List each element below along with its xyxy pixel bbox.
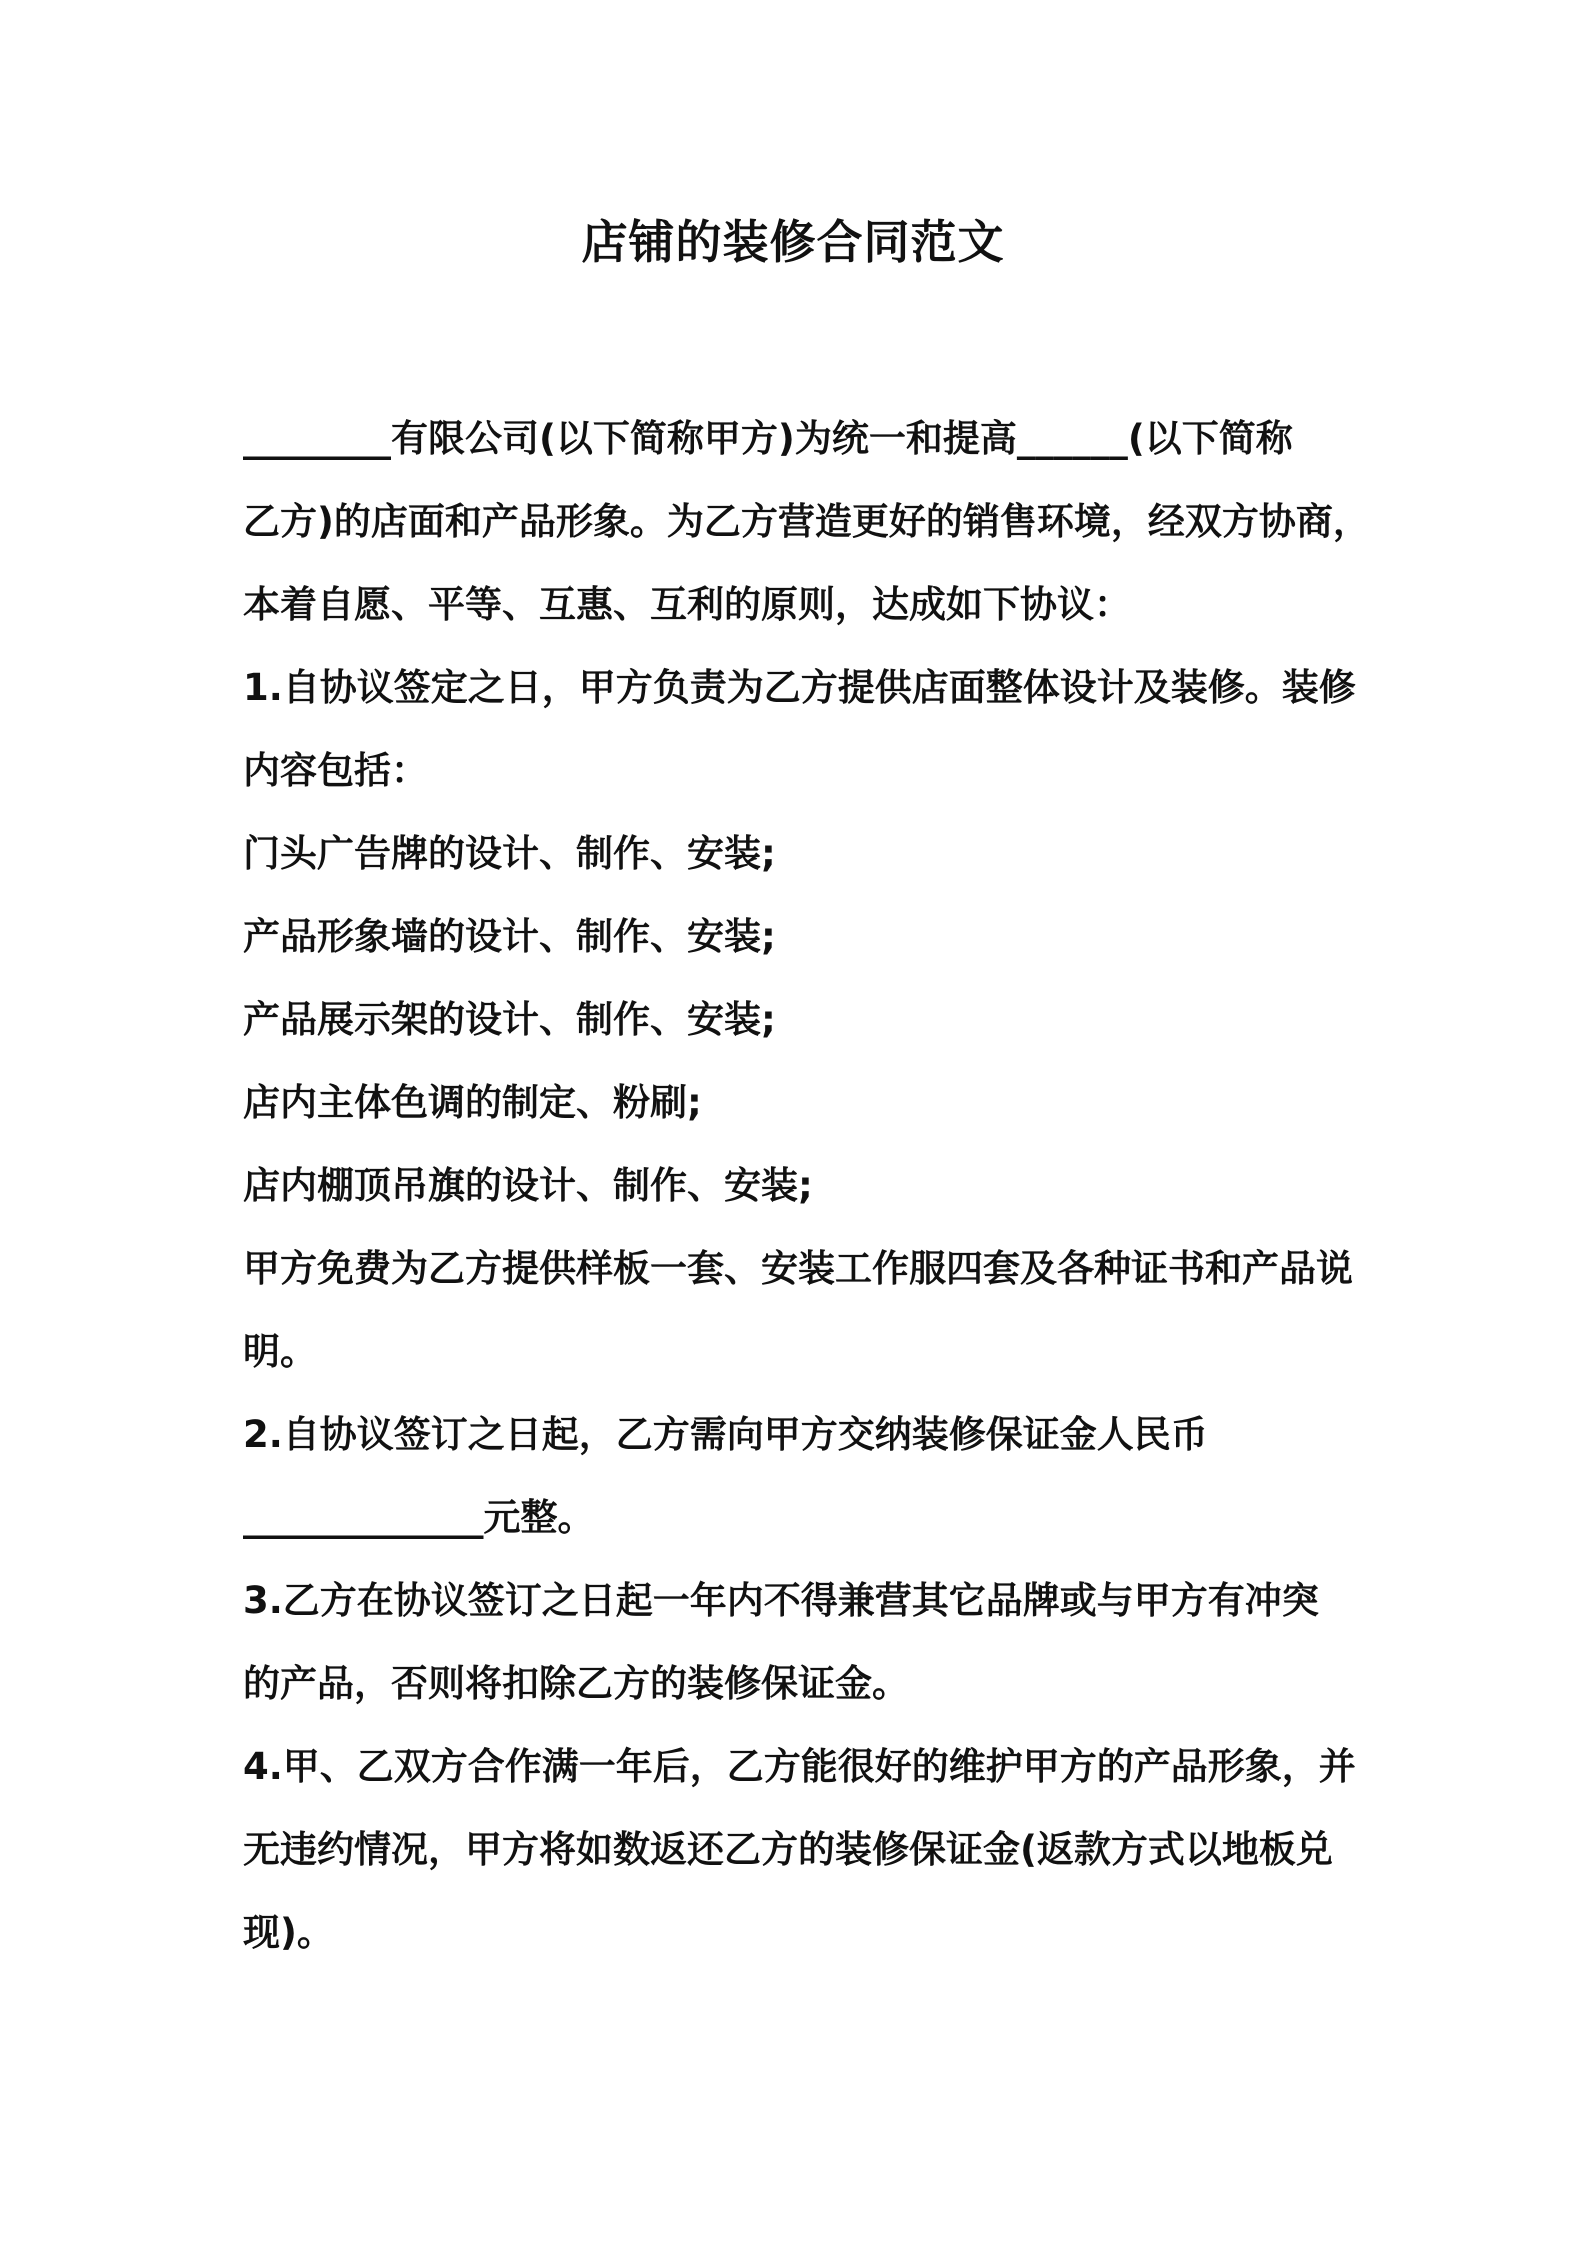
body-line: 店内主体色调的制定、粉刷;	[243, 1081, 702, 1124]
document-title: 店铺的装修合同范文	[581, 215, 1005, 269]
body-line: 无违约情况，甲方将如数返还乙方的装修保证金(返款方式以地板兑	[243, 1828, 1333, 1871]
document-body	[243, 406, 1373, 1983]
body-line: 门头广告牌的设计、制作、安装;	[243, 832, 776, 875]
body-line: 3.乙方在协议签订之日起一年内不得兼营其它品牌或与甲方有冲突	[243, 1579, 1319, 1622]
body-line: 1.自协议签定之日，甲方负责为乙方提供店面整体设计及装修。装修	[243, 666, 1356, 709]
body-line: ________有限公司(以下简称甲方)为统一和提高______(以下简称	[243, 417, 1293, 460]
body-line: 2.自协议签订之日起，乙方需向甲方交纳装修保证金人民币	[243, 1413, 1208, 1456]
body-line: 甲方免费为乙方提供样板一套、安装工作服四套及各种证书和产品说	[243, 1247, 1353, 1290]
body-line: 的产品，否则将扣除乙方的装修保证金。	[243, 1662, 909, 1705]
body-line: 乙方)的店面和产品形象。为乙方营造更好的销售环境，经双方协商，	[243, 500, 1370, 543]
body-line: _____________元整。	[243, 1496, 595, 1539]
body-line: 产品形象墙的设计、制作、安装;	[243, 915, 776, 958]
body-line: 店内棚顶吊旗的设计、制作、安装;	[243, 1164, 813, 1207]
body-line: 本着自愿、平等、互惠、互利的原则，达成如下协议：	[243, 583, 1131, 626]
body-line: 产品展示架的设计、制作、安装;	[243, 998, 776, 1041]
body-line: 内容包括：	[243, 749, 428, 792]
body-line: 现)。	[243, 1911, 334, 1954]
body-line: 明。	[243, 1330, 317, 1373]
body-line: 4.甲、乙双方合作满一年后，乙方能很好的维护甲方的产品形象，并	[243, 1745, 1356, 1788]
